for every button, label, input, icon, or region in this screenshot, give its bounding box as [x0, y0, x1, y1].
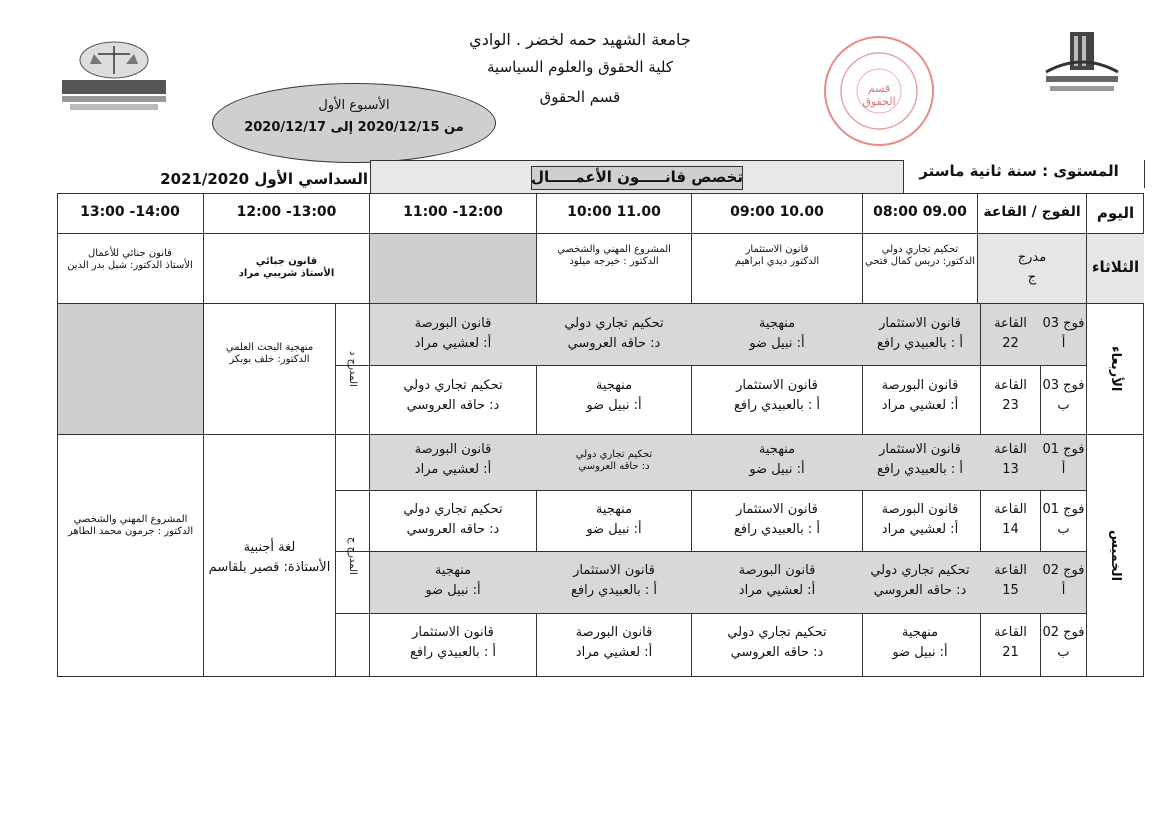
teacher-name: أ : بالعبيدي رافع [876, 336, 964, 351]
course-name: تحكيم تجاري دولي [403, 502, 503, 517]
thu-last-slot [58, 514, 203, 538]
course-name: تحكيم تجاري دولي [727, 625, 827, 640]
thu-r3-s4 [370, 561, 536, 601]
thu-r1-s3 [537, 449, 691, 473]
department-name: قسم الحقوق [539, 88, 621, 106]
thu-r2-s4 [370, 500, 536, 540]
course-name: لغة أجنبية [243, 540, 296, 555]
thu-r3-s3 [537, 561, 691, 601]
thu-r4-group [1041, 623, 1086, 663]
course-name: قانون الاستثمار [745, 244, 809, 255]
teacher-name: الأستاذة: قصير بلقاسم [208, 560, 331, 575]
teacher-name: د: حاقه العروسي [406, 522, 500, 537]
room-value: 23 [1002, 398, 1019, 413]
tuesday-slot-6 [57, 248, 203, 272]
course-name: قانون البورصة [738, 563, 816, 578]
course-name: تحكيم تجاري دولي [575, 449, 653, 460]
room-value: 14 [1002, 522, 1019, 537]
group-label: فوج 03 [1042, 316, 1085, 331]
thu-r4-s4 [370, 623, 536, 663]
wed-r1-s3 [537, 314, 691, 354]
group-sub: أ [1061, 336, 1066, 351]
course-name: منهجية [901, 625, 939, 640]
group-sub: أ [1061, 583, 1066, 598]
thu-r1-room [981, 440, 1040, 480]
teacher-name: أ: لعشيي مراد [414, 336, 492, 351]
room-label: القاعة [994, 625, 1027, 640]
faculty-logo [56, 38, 172, 114]
teacher-name: أ: لعشيي مراد [738, 583, 816, 598]
university-name: جامعة الشهيد حمه لخضر . الوادي [469, 30, 691, 49]
teacher-name: أ: نبيل ضو [749, 336, 805, 351]
thu-r1-s2 [692, 440, 862, 480]
level-label: المستوى : سنة ثانية ماستر [919, 162, 1119, 180]
department-stamp [824, 36, 934, 146]
course-name: منهجية [758, 442, 796, 457]
room-label: القاعة [994, 502, 1027, 517]
teacher-name: أ: نبيل ضو [586, 398, 642, 413]
course-name: تحكيم تجاري دولي [564, 316, 664, 331]
course-name: قانون البورصة [881, 502, 959, 517]
room-label: القاعة [994, 442, 1027, 457]
teacher-name: الدكتور : جرمون محمد الطاهر [67, 526, 194, 537]
week-range: من 2020/12/15 إلى 2020/12/17 [244, 120, 464, 135]
header-slot-1: 08:00 09.00 [873, 204, 967, 220]
faculty-name: كلية الحقوق والعلوم السياسية [487, 58, 673, 76]
stamp-text: قسم الحقوق [862, 82, 896, 108]
wed-r1-s4 [370, 314, 536, 354]
room-label: القاعة [994, 316, 1027, 331]
room-value: 21 [1002, 645, 1019, 660]
room-label: القاعة [994, 378, 1027, 393]
course-name: منهجية [595, 502, 633, 517]
room-value: ج [1027, 270, 1037, 285]
thu-r2-room [981, 500, 1040, 540]
thu-r1-s4 [370, 440, 536, 480]
amphi-label: المدرج ج [347, 537, 358, 575]
teacher-name: الدكتور: دريس كمال فتحي [864, 256, 975, 267]
group-label: فوج 01 [1042, 442, 1085, 457]
teacher-name: أ: لعشيي مراد [414, 462, 492, 477]
course-name: قانون البورصة [881, 378, 959, 393]
teacher-name: أ : بالعبيدي رافع [409, 645, 497, 660]
thu-r4-s2 [692, 623, 862, 663]
course-name: قانون الاستثمار [736, 378, 818, 393]
teacher-name: أ: نبيل ضو [586, 522, 642, 537]
wed-r1-s1 [863, 314, 977, 354]
course-name: تحكيم تجاري دولي [870, 563, 970, 578]
day-label: الخميس [1108, 530, 1123, 582]
header-group: الفوج / القاعة [983, 204, 1081, 220]
course-name: المشروع المهني والشخصي [557, 244, 671, 255]
thu-r3-s1 [863, 561, 977, 601]
course-name: قانون البورصة [414, 442, 492, 457]
teacher-name: أ: نبيل ضو [892, 645, 948, 660]
tuesday-room [978, 248, 1086, 288]
tuesday-slot-2 [692, 244, 862, 268]
tuesday-slot-3 [537, 244, 691, 268]
teacher-name: أ: لعشيي مراد [881, 522, 959, 537]
thu-r1-s1 [863, 440, 977, 480]
course-name: قانون الاستثمار [573, 563, 655, 578]
course-name: قانون الاستثمار [879, 316, 961, 331]
thu-big-slot [204, 538, 335, 578]
amphi-label: المدرج د [347, 351, 358, 387]
course-name: منهجية البحث العلمي [225, 342, 314, 353]
thu-r3-s2 [692, 561, 862, 601]
teacher-name: أ : بالعبيدي رافع [570, 583, 658, 598]
thu-r2-group [1041, 500, 1086, 540]
room-label: القاعة [994, 563, 1027, 578]
teacher-name: د: حاقه العروسي [406, 398, 500, 413]
thu-r2-s2 [692, 500, 862, 540]
room-label: مدرج [1017, 250, 1047, 265]
day-thursday [1087, 435, 1144, 677]
header-slot-2: 09:00 10.00 [730, 204, 824, 220]
course-name: المشروع المهني والشخصي [73, 514, 188, 525]
thu-r2-s3 [537, 500, 691, 540]
group-label: فوج 01 [1042, 502, 1085, 517]
thu-r4-room [981, 623, 1040, 663]
group-label: فوج 02 [1042, 625, 1085, 640]
wed-r1-s2 [692, 314, 862, 354]
teacher-name: أ : بالعبيدي رافع [876, 462, 964, 477]
header-slot-3: 10:00 11.00 [567, 204, 661, 220]
wed-r2-s2 [692, 376, 862, 416]
semester-label: السداسي الأول 2021/2020 [160, 170, 368, 188]
thu-r1-group [1041, 440, 1086, 480]
course-name: قانون جنائي للأعمال [88, 248, 172, 259]
course-name: منهجية [758, 316, 796, 331]
course-name: قانون جبائي [255, 256, 318, 267]
wed-r1-group [1041, 314, 1086, 354]
wed-last-empty [58, 304, 203, 434]
header-slot-5: 12:00 -13:00 [236, 204, 337, 220]
teacher-name: الدكتور: خلف بوبكر [229, 354, 310, 365]
course-name: قانون البورصة [414, 316, 492, 331]
header-slot-4: 11:00 -12:00 [403, 204, 503, 220]
course-name: تحكيم تجاري دولي [881, 244, 959, 255]
group-label: فوج 02 [1042, 563, 1085, 578]
teacher-name: د: حاقه العروسي [578, 461, 650, 472]
room-value: 13 [1002, 462, 1019, 477]
week-oval [212, 83, 496, 163]
wed-r2-group [1041, 376, 1086, 416]
group-label: فوج 03 [1042, 378, 1085, 393]
wed-r1-room [981, 314, 1040, 354]
course-name: منهجية [434, 563, 472, 578]
group-sub: أ [1061, 462, 1066, 477]
day-label: الأربعاء [1108, 346, 1123, 392]
week-title: الأسبوع الأول [318, 98, 390, 113]
thu-r4-s3 [537, 623, 691, 663]
wed-r2-s4 [370, 376, 536, 416]
tuesday-slot-1 [863, 244, 977, 268]
thu-r3-group [1041, 561, 1086, 601]
tuesday-slot-4-empty [370, 234, 536, 303]
teacher-name: أ: لعشيي مراد [881, 398, 959, 413]
teacher-name: أ : بالعبيدي رافع [733, 398, 821, 413]
teacher-name: أ: نبيل ضو [749, 462, 805, 477]
thu-r4-s1 [863, 623, 977, 663]
course-name: قانون الاستثمار [412, 625, 494, 640]
day-tuesday: الثلاثاء [1091, 258, 1140, 276]
room-value: 15 [1002, 583, 1019, 598]
course-name: منهجية [595, 378, 633, 393]
teacher-name: أ: نبيل ضو [425, 583, 481, 598]
teacher-name: د: حاقه العروسي [730, 645, 824, 660]
wed-r2-room [981, 376, 1040, 416]
teacher-name: د: حاقه العروسي [873, 583, 967, 598]
teacher-name: الدكتور : خيرجه ميلود [569, 256, 659, 267]
teacher-name: الدكتور ديدي ابراهيم [734, 256, 820, 267]
specialty-label: تخصص قانـــــون الأعمـــــال [531, 168, 743, 186]
day-wednesday [1087, 304, 1144, 434]
course-name: تحكيم تجاري دولي [403, 378, 503, 393]
header-slot-6: 13:00 -14:00 [80, 204, 180, 220]
teacher-name: أ: لعشيي مراد [575, 645, 653, 660]
course-name: قانون الاستثمار [879, 442, 961, 457]
tuesday-slot-5 [204, 256, 369, 280]
wed-r2-s3 [537, 376, 691, 416]
wed-big-slot [204, 342, 335, 366]
wed-r2-s1 [863, 376, 977, 416]
course-name: قانون الاستثمار [736, 502, 818, 517]
wed-amphi [336, 304, 369, 434]
university-logo [1040, 28, 1124, 98]
room-value: 22 [1002, 336, 1019, 351]
thu-amphi [336, 435, 369, 677]
thu-r3-room [981, 561, 1040, 601]
teacher-name: أ : بالعبيدي رافع [733, 522, 821, 537]
teacher-name: الأستاذ الدكتور: شبل بدر الدين [67, 260, 193, 271]
group-sub: ب [1057, 522, 1070, 537]
teacher-name: الأستاذ شريبي مراد [238, 268, 335, 279]
teacher-name: د: حاقه العروسي [567, 336, 661, 351]
group-sub: ب [1057, 645, 1070, 660]
group-sub: ب [1057, 398, 1070, 413]
thu-r2-s1 [863, 500, 977, 540]
course-name: قانون البورصة [575, 625, 653, 640]
header-day: اليوم [1096, 204, 1135, 222]
